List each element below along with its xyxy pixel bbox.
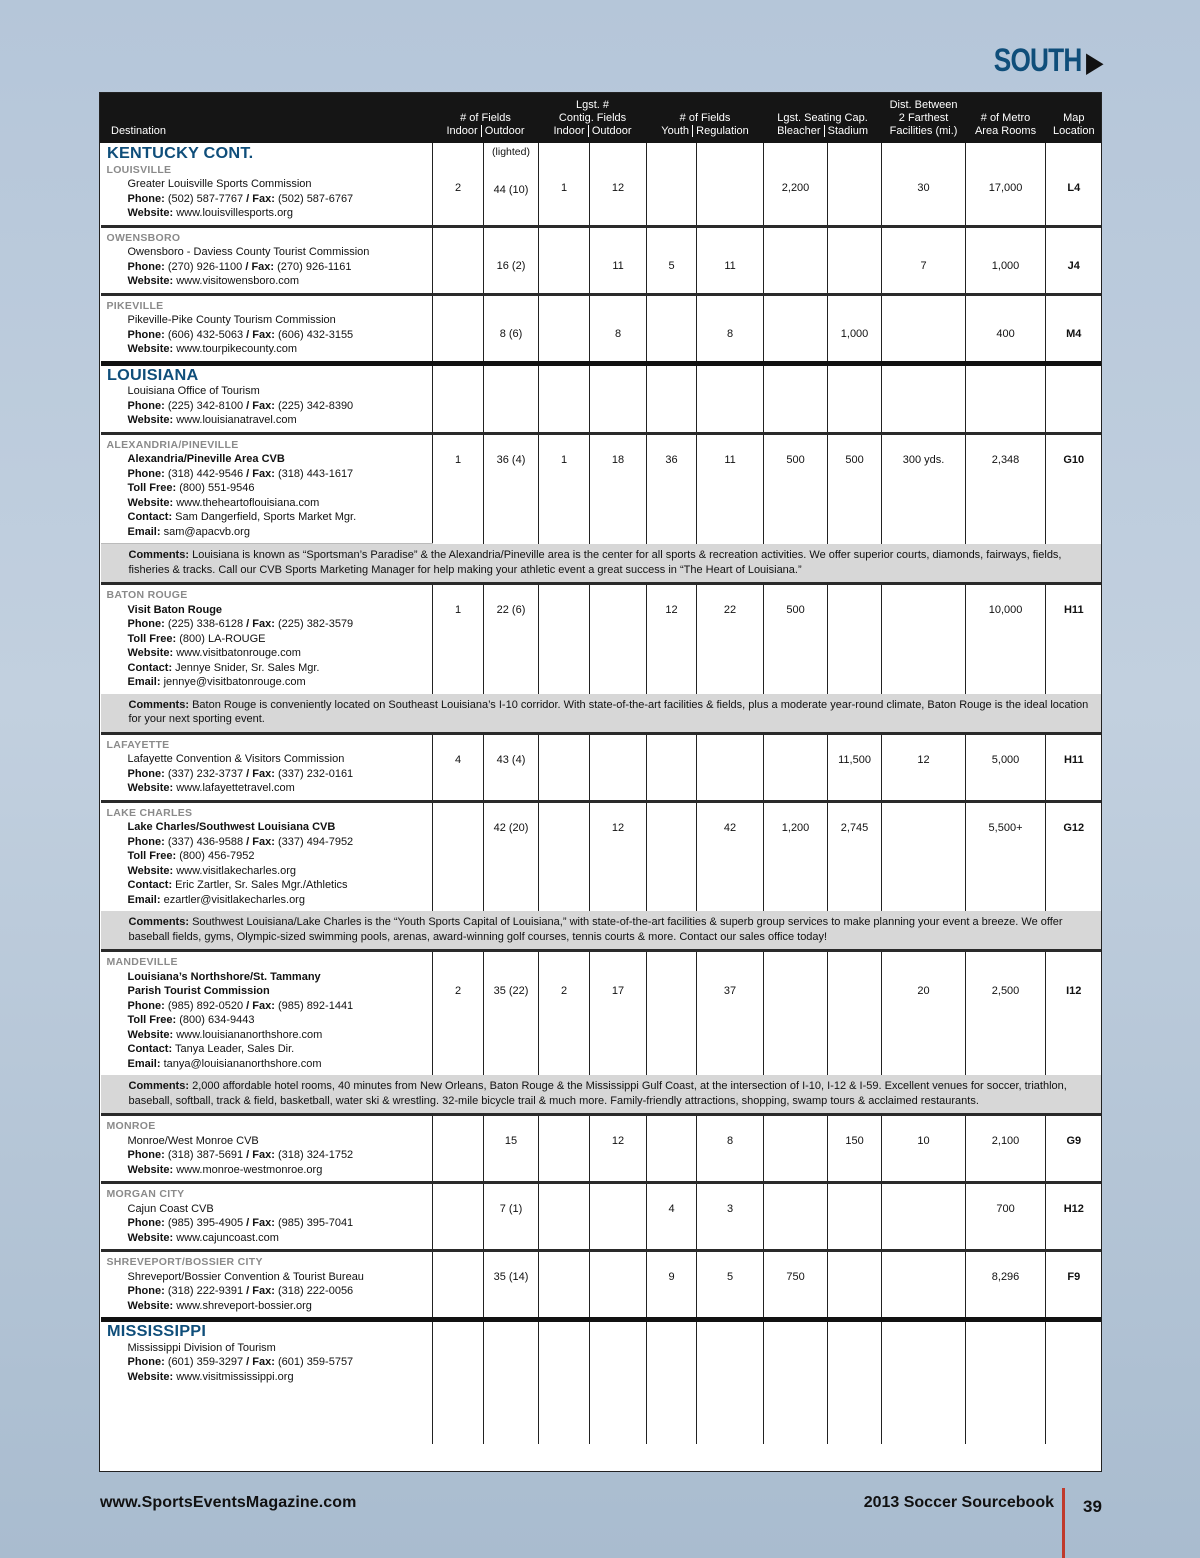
org-name: Louisiana Office of Tourism: [127, 385, 260, 397]
cell-distance: 30: [882, 143, 966, 226]
website-link[interactable]: www.lafayettetravel.com: [176, 782, 295, 794]
cell-fields-indoor: [433, 1251, 484, 1320]
cell-bleacher: 2,200: [764, 143, 828, 226]
cell-bleacher: [764, 1115, 828, 1183]
email-link[interactable]: ezartler@visitlakecharles.org: [163, 893, 305, 906]
org-name: Louisiana’s Northshore/St. Tammany: [127, 970, 321, 983]
header-size-group: # of Fields Youth Regulation: [647, 93, 764, 143]
cell-regulation: 42: [697, 801, 764, 911]
state-heading-mississippi: MISSISSIPPI: [106, 1323, 206, 1340]
city-name: LAKE CHARLES: [106, 806, 193, 819]
cell-stadium: [828, 584, 882, 694]
cell-fields-indoor: 1: [433, 584, 484, 694]
cell-metro-rooms: 2,100: [966, 1115, 1046, 1183]
cell-regulation: 22: [697, 584, 764, 694]
cell-youth: 36: [647, 433, 697, 544]
cell-youth: [647, 294, 697, 363]
cell-metro-rooms: 2,500: [966, 951, 1046, 1076]
email-link[interactable]: sam@apacvb.org: [163, 525, 250, 538]
table-row: OWENSBORO Owensboro - Daviess County Tourist Commission Phone: (270) 926-1100 / Fax: (270) 926-1161 Website: www.visitowensboro.com 16 (2) 11 5 11 7 1,000 J4: [101, 226, 1102, 294]
cell-contig-outdoor: 18: [590, 433, 647, 544]
cell-stadium: 1,000: [828, 294, 882, 363]
cell-youth: [647, 143, 697, 226]
cell-metro-rooms: 1,000: [966, 226, 1046, 294]
cell-regulation: 8: [697, 294, 764, 363]
cell-contig-indoor: [539, 294, 590, 363]
cell-contig-indoor: [539, 584, 590, 694]
website-link[interactable]: www.cajuncoast.com: [176, 1231, 279, 1244]
website-link[interactable]: www.visitbatonrouge.com: [176, 647, 301, 659]
cell-regulation: 3: [697, 1183, 764, 1251]
cell-regulation: 5: [697, 1251, 764, 1320]
cell-bleacher: 500: [764, 584, 828, 694]
cell-youth: 5: [647, 226, 697, 294]
cell-contig-indoor: [539, 226, 590, 294]
table-row: MORGAN CITY Cajun Coast CVB Phone: (985) 395-4905 / Fax: (985) 395-7041 Website: www.cajuncoast.com 7 (1) 4 3 700 H12: [101, 1183, 1102, 1251]
cell-youth: 4: [647, 1183, 697, 1251]
state-heading-louisiana: LOUISIANA: [106, 366, 198, 384]
cell-metro-rooms: 10,000: [966, 584, 1046, 694]
cell-bleacher: 750: [764, 1251, 828, 1320]
cell-fields-outdoor: 35 (14): [484, 1251, 539, 1320]
cell-distance: [882, 1251, 966, 1320]
cell-metro-rooms: 400: [966, 294, 1046, 363]
cell-contig-outdoor: [590, 1183, 647, 1251]
website-link[interactable]: www.visitlakecharles.org: [176, 864, 297, 877]
lighted-note: (lighted): [492, 146, 530, 158]
city-name: OWENSBORO: [106, 231, 181, 244]
cell-distance: 300 yds.: [882, 433, 966, 544]
org-name: Monroe/West Monroe CVB: [127, 1134, 259, 1147]
website-link[interactable]: www.monroe-westmonroe.org: [176, 1163, 323, 1176]
comment-row: Comments: 2,000 affordable hotel rooms, 40 minutes from New Orleans, Baton Rouge & the Mississippi Gulf Coast, at the intersection of I-10, I-12 & I-59. Excellent venues for soccer, triathlon, baseball, softball, track & field, basketball, water ski & wrestling. 32-mile bicycle trail & much more. Family-friendly attractions, shopping, swamp tours & acclaimed restaurants.: [101, 1075, 1102, 1115]
org-name: Mississippi Division of Tourism: [127, 1341, 276, 1354]
cell-distance: [882, 294, 966, 363]
website-link[interactable]: www.louisianatravel.com: [176, 414, 297, 426]
city-name: BATON ROUGE: [106, 589, 188, 601]
cell-map: H11: [1046, 733, 1102, 801]
cell-contig-indoor: [539, 1251, 590, 1320]
facilities-table-panel: [99, 92, 1102, 1472]
cell-contig-outdoor: 12: [590, 1115, 647, 1183]
cell-contig-indoor: 1: [539, 143, 590, 226]
cell-regulation: 8: [697, 1115, 764, 1183]
cell-distance: 10: [882, 1115, 966, 1183]
city-name: LOUISVILLE: [106, 163, 172, 176]
cell-distance: [882, 801, 966, 911]
comment-row: Comments: Southwest Louisiana/Lake Charles is the “Youth Sports Capital of Louisiana,” with state-of-the-art facilities & superb group services to make planning your event a breeze. We offer baseball fields, gyms, Olympic-sized swimming pools, arenas, award-winning golf courses, tennis courts & more. Contact our sales office today!: [101, 911, 1102, 951]
cell-regulation: 37: [697, 951, 764, 1076]
header-distance: Dist. Between 2 Farthest Facilities (mi.): [882, 93, 966, 143]
header-contig-group: Lgst. # Contig. Fields Indoor Outdoor: [539, 93, 647, 143]
cell-stadium: [828, 226, 882, 294]
cell-map: J4: [1046, 226, 1102, 294]
cell-contig-outdoor: [590, 584, 647, 694]
cell-bleacher: [764, 733, 828, 801]
cell-distance: 7: [882, 226, 966, 294]
website-link[interactable]: www.shreveport-bossier.org: [176, 1299, 312, 1312]
cell-bleacher: [764, 951, 828, 1076]
cell-bleacher: [764, 294, 828, 363]
city-name: LAFAYETTE: [106, 738, 170, 751]
facilities-table: [100, 93, 1102, 1444]
cell-stadium: [828, 951, 882, 1076]
city-name: ALEXANDRIA/PINEVILLE: [106, 438, 239, 451]
cell-fields-outdoor: 36 (4): [484, 433, 539, 544]
org-name: Shreveport/Bossier Convention & Tourist Bureau: [127, 1270, 364, 1283]
cell-map: M4: [1046, 294, 1102, 363]
cell-metro-rooms: 700: [966, 1183, 1046, 1251]
cell-fields-indoor: [433, 294, 484, 363]
cell-contig-outdoor: [590, 1251, 647, 1320]
cell-stadium: 500: [828, 433, 882, 544]
org-name: Owensboro - Daviess County Tourist Commission: [127, 246, 370, 258]
cell-metro-rooms: 17,000: [966, 143, 1046, 226]
cell-youth: [647, 1115, 697, 1183]
cell-stadium: 150: [828, 1115, 882, 1183]
comment-text: Baton Rouge is conveniently located on Southeast Louisiana’s I-10 corridor. With state-of-the-art facilities & fields, plus a moderate year-round climate, Baton Rouge is the ideal location for your next sporting event.: [128, 698, 1089, 725]
cell-fields-indoor: 1: [433, 433, 484, 544]
cell-map: F9: [1046, 1251, 1102, 1320]
org-name: Lake Charles/Southwest Louisiana CVB: [127, 821, 336, 833]
org-name: Pikeville-Pike County Tourism Commission: [127, 314, 336, 326]
cell-map: L4: [1046, 143, 1102, 226]
table-header: [101, 93, 1102, 143]
cell-distance: 12: [882, 733, 966, 801]
cell-distance: [882, 1183, 966, 1251]
cell-fields-indoor: [433, 801, 484, 911]
cell-metro-rooms: 8,296: [966, 1251, 1046, 1320]
cell-fields-outdoor: 43 (4): [484, 733, 539, 801]
org-name: Cajun Coast CVB: [127, 1202, 214, 1215]
state-heading-kentucky: KENTUCKY CONT.: [106, 145, 253, 162]
website-link[interactable]: www.tourpikecounty.com: [176, 343, 298, 355]
cell-fields-indoor: 2: [433, 951, 484, 1076]
header-destination: Destination: [101, 93, 433, 143]
cell-stadium: 11,500: [828, 733, 882, 801]
table-row: LAKE CHARLES Lake Charles/Southwest Louisiana CVB Phone: (337) 436-9588 / Fax: (337) 494-7952 Toll Free: (800) 456-7952 Website: www.visitlakecharles.org Contact: Eric Zartler, Sr. Sales Mgr./Athletics Email: ezartler@visitlakecharles.org 42 (20) 12 42 1,200 2,745 5,500+ G12: [101, 801, 1102, 911]
cell-fields-outdoor: 35 (22): [484, 951, 539, 1076]
cell-contig-indoor: [539, 1115, 590, 1183]
email-link[interactable]: jennye@visitbatonrouge.com: [163, 676, 306, 688]
comment-row: Comments: Baton Rouge is conveniently located on Southeast Louisiana’s I-10 corridor. With state-of-the-art facilities & fields, plus a moderate year-round climate, Baton Rouge is the ideal location for your next sporting event.: [101, 694, 1102, 734]
cell-regulation: 11: [697, 433, 764, 544]
cell-fields-outdoor: 15: [484, 1115, 539, 1183]
cell-fields-outdoor: 42 (20): [484, 801, 539, 911]
table-row: LAFAYETTE Lafayette Convention & Visitors Commission Phone: (337) 232-3737 / Fax: (337) 232-0161 Website: www.lafayettetravel.com 4 43 (4) 11,500 12 5,000 H11: [101, 733, 1102, 801]
cell-fields-outdoor: 8 (6): [484, 294, 539, 363]
footer-publication: 2013 Soccer Sourcebook: [863, 1494, 1054, 1511]
cell-map: H12: [1046, 1183, 1102, 1251]
table-row: MANDEVILLE Louisiana’s Northshore/St. Tammany Parish Tourist Commission Phone: (985) 892-0520 / Fax: (985) 892-1441 Toll Free: (800) 634-9443 Website: www.louisiananorthshore.com Contact: Tanya Leader, Sales Dir. Email: tanya@louisiananorthshore.com 2 35 (22) 2 17 37 20 2,500 I12: [101, 951, 1102, 1076]
comment-text: 2,000 affordable hotel rooms, 40 minutes from New Orleans, Baton Rouge & the Mississippi Gulf Coast, at the intersection of I-10, I-12 & I-59. Excellent venues for soccer, triathlon, baseball, softball, track & field, basketball, water ski & wrestling. 32-mile bicycle trail & much more. Family-friendly attractions, shopping, swamp tours & acclaimed restaurants.: [128, 1080, 1067, 1107]
city-name: MANDEVILLE: [106, 956, 178, 968]
cell-fields-outdoor: 16 (2): [484, 226, 539, 294]
header-map-location: Map Location: [1046, 93, 1102, 143]
cell-bleacher: 1,200: [764, 801, 828, 911]
org-name: Lafayette Convention & Visitors Commission: [127, 753, 345, 765]
cell-fields-indoor: 4: [433, 733, 484, 801]
cell-contig-indoor: [539, 801, 590, 911]
section-arrow-icon: ▶: [1086, 47, 1102, 77]
org-name: Alexandria/Pineville Area CVB: [127, 453, 285, 465]
comment-text: Louisiana is known as “Sportsman’s Paradise” & the Alexandria/Pineville area is the center for all sports & recreation activities. We offer superior courts, diamonds, fairways, fields, fisheries & tracks. Call our CVB Sports Marketing Manager for help making your athletic event a great success in “The Heart of Louisiana.”: [128, 549, 1062, 576]
cell-youth: 9: [647, 1251, 697, 1320]
org-name: Visit Baton Rouge: [127, 603, 223, 616]
cell-fields-indoor: 2: [433, 143, 484, 226]
cell-metro-rooms: 5,500+: [966, 801, 1046, 911]
cell-bleacher: [764, 226, 828, 294]
cell-regulation: 11: [697, 226, 764, 294]
cell-distance: [882, 584, 966, 694]
section-label: SOUTH ▶: [993, 42, 1102, 78]
cell-fields-indoor: [433, 1115, 484, 1183]
cell-stadium: [828, 143, 882, 226]
table-row: BATON ROUGE Visit Baton Rouge Phone: (225) 338-6128 / Fax: (225) 382-3579 Toll Free: (800) LA-ROUGE Website: www.visitbatonrouge.com Contact: Jennye Snider, Sr. Sales Mgr. Email: jennye@visitbatonrouge.com 1 22 (6) 12 22 500 10,000 H11: [101, 584, 1102, 694]
cell-bleacher: 500: [764, 433, 828, 544]
cell-contig-outdoor: 12: [590, 143, 647, 226]
comment-row: Comments: Louisiana is known as “Sportsman’s Paradise” & the Alexandria/Pineville area is the center for all sports & recreation activities. We offer superior courts, diamonds, fairways, fields, fisheries & tracks. Call our CVB Sports Marketing Manager for help making your athletic event a great success in “The Heart of Louisiana.”: [101, 544, 1102, 584]
table-row: MONROE Monroe/West Monroe CVB Phone: (318) 387-5691 / Fax: (318) 324-1752 Website: www.monroe-westmonroe.org 15 12 8 150 10 2,100 G9: [101, 1115, 1102, 1183]
page-number: 39: [1083, 1497, 1102, 1516]
cell-fields-indoor: [433, 226, 484, 294]
cell-map: G9: [1046, 1115, 1102, 1183]
table-row: ALEXANDRIA/PINEVILLE Alexandria/Pineville Area CVB Phone: (318) 442-9546 / Fax: (318) 443-1617 Toll Free: (800) 551-9546 Website: www.theheartoflouisiana.com Contact: Sam Dangerfield, Sports Market Mgr. Email: sam@apacvb.org 1 36 (4) 1 18 36 11 500 500 300 yds. 2,348 G10: [101, 433, 1102, 544]
city-name: MONROE: [106, 1120, 156, 1132]
table-row: LOUISIANA Louisiana Office of Tourism Phone: (225) 342-8100 / Fax: (225) 342-8390 Website: www.louisianatravel.com: [101, 363, 1102, 433]
cell-contig-indoor: [539, 1183, 590, 1251]
org-name: Greater Louisville Sports Commission: [127, 178, 312, 190]
cell-contig-indoor: 2: [539, 951, 590, 1076]
cell-map: I12: [1046, 951, 1102, 1076]
comment-text: Southwest Louisiana/Lake Charles is the “Youth Sports Capital of Louisiana,” with state-of-the-art facilities & superb group services to make planning your event a breeze. We offer baseball fields, gyms, Olympic-sized swimming pools, arenas, award-winning golf courses, tennis courts & more. Contact our sales office today!: [128, 916, 1063, 943]
website-link[interactable]: www.louisvillesports.org: [176, 207, 293, 219]
cell-fields-indoor: [433, 1183, 484, 1251]
cell-contig-outdoor: 8: [590, 294, 647, 363]
cell-map: H11: [1046, 584, 1102, 694]
cell-metro-rooms: 2,348: [966, 433, 1046, 544]
website-link[interactable]: www.visitowensboro.com: [176, 275, 300, 287]
table-row: SHREVEPORT/BOSSIER CITY Shreveport/Bossier Convention & Tourist Bureau Phone: (318) 222-9391 / Fax: (318) 222-0056 Website: www.shreveport-bossier.org 35 (14) 9 5 750 8,296 F9: [101, 1251, 1102, 1320]
footer-url[interactable]: www.SportsEventsMagazine.com: [100, 1494, 357, 1511]
cell-distance: 20: [882, 951, 966, 1076]
cell-metro-rooms: 5,000: [966, 733, 1046, 801]
city-name: MORGAN CITY: [106, 1188, 185, 1200]
email-link[interactable]: tanya@louisiananorthshore.com: [163, 1057, 322, 1070]
cell-youth: [647, 801, 697, 911]
cell-contig-outdoor: [590, 733, 647, 801]
cell-contig-indoor: [539, 733, 590, 801]
cell-stadium: [828, 1183, 882, 1251]
cell-bleacher: [764, 1183, 828, 1251]
cell-contig-outdoor: 12: [590, 801, 647, 911]
cell-regulation: [697, 733, 764, 801]
cell-fields-outdoor: (lighted) 44 (10): [484, 143, 539, 226]
cell-regulation: [697, 143, 764, 226]
city-name: PIKEVILLE: [106, 299, 164, 312]
header-metro-rooms: # of Metro Area Rooms: [966, 93, 1046, 143]
cell-map: G12: [1046, 801, 1102, 911]
org-name-line-2: Parish Tourist Commission: [127, 985, 270, 997]
website-link[interactable]: www.visitmississippi.org: [176, 1370, 294, 1383]
cell-stadium: [828, 1251, 882, 1320]
cell-contig-indoor: 1: [539, 433, 590, 544]
cell-fields-outdoor: 22 (6): [484, 584, 539, 694]
cell-contig-outdoor: 11: [590, 226, 647, 294]
footer-divider: [1062, 1488, 1065, 1558]
cell-fields-outdoor: 7 (1): [484, 1183, 539, 1251]
table-row: KENTUCKY CONT. LOUISVILLE Greater Louisville Sports Commission Phone: (502) 587-7767 / Fax: (502) 587-6767 Website: www.louisvillesports.org 2 (lighted) 44 (10) 1 12 2,200 30 17,000 L4: [101, 143, 1102, 226]
cell-youth: [647, 951, 697, 1076]
website-link[interactable]: www.theheartoflouisiana.com: [176, 496, 320, 509]
cell-map: G10: [1046, 433, 1102, 544]
cell-youth: [647, 733, 697, 801]
header-seating-group: Lgst. Seating Cap. Bleacher Stadium: [764, 93, 882, 143]
cell-stadium: 2,745: [828, 801, 882, 911]
table-row: MISSISSIPPI Mississippi Division of Tourism Phone: (601) 359-3297 / Fax: (601) 359-5757 Website: www.visitmississippi.org: [101, 1320, 1102, 1445]
cell-contig-outdoor: 17: [590, 951, 647, 1076]
header-fields-group: # of Fields Indoor Outdoor: [433, 93, 539, 143]
table-row: PIKEVILLE Pikeville-Pike County Tourism Commission Phone: (606) 432-5063 / Fax: (606) 432-3155 Website: www.tourpikecounty.com 8 (6) 8 8 1,000 400 M4: [101, 294, 1102, 363]
website-link[interactable]: www.louisiananorthshore.com: [176, 1028, 323, 1041]
cell-youth: 12: [647, 584, 697, 694]
city-name: SHREVEPORT/BOSSIER CITY: [106, 1256, 263, 1268]
